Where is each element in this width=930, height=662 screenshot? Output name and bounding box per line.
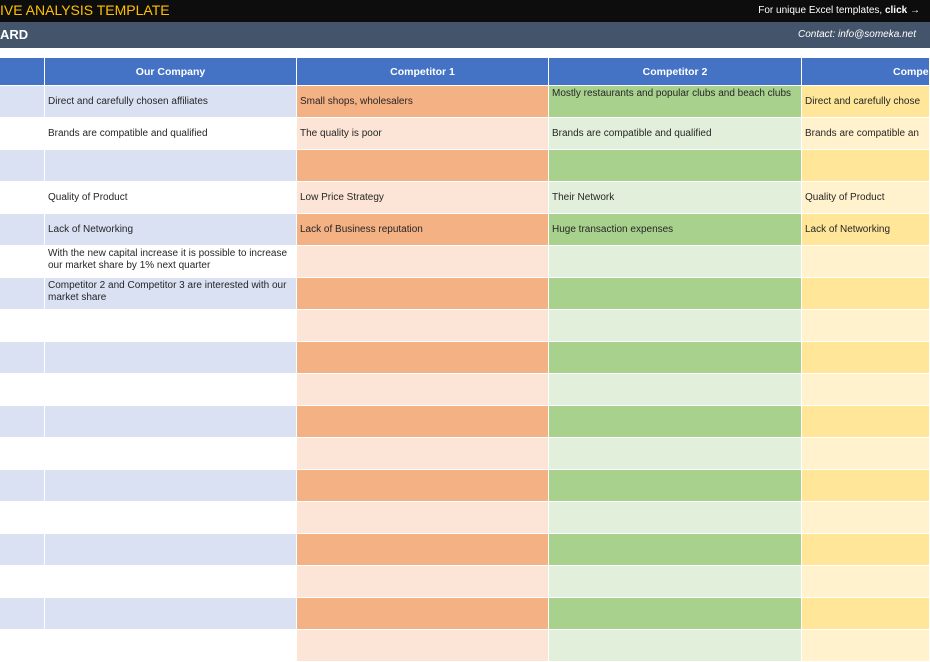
- cell-row-label[interactable]: [0, 214, 45, 246]
- cell-our-company[interactable]: [45, 534, 297, 566]
- cell-competitor-2[interactable]: Brands are compatible and qualified: [549, 118, 802, 150]
- cell-our-company[interactable]: Brands are compatible and qualified: [45, 118, 297, 150]
- contact-email[interactable]: Contact: info@someka.net: [798, 29, 916, 40]
- dashboard-label: ARD: [0, 27, 29, 42]
- cell-competitor-2[interactable]: [549, 310, 802, 342]
- header-cell-index[interactable]: [0, 58, 45, 86]
- cell-competitor-1[interactable]: [297, 566, 549, 598]
- cell-competitor-2[interactable]: [549, 438, 802, 470]
- cell-competitor-1[interactable]: [297, 630, 549, 662]
- cell-row-label[interactable]: [0, 598, 45, 630]
- table-row: [0, 598, 930, 630]
- cell-row-label[interactable]: [0, 470, 45, 502]
- cell-row-label[interactable]: [0, 182, 45, 214]
- cell-competitor-3[interactable]: [802, 566, 930, 598]
- cell-competitor-1[interactable]: [297, 406, 549, 438]
- spacer-row: [0, 48, 930, 58]
- table-row: [0, 502, 930, 534]
- cell-competitor-3[interactable]: [802, 534, 930, 566]
- cell-row-label[interactable]: [0, 374, 45, 406]
- table-row: [0, 470, 930, 502]
- cell-our-company[interactable]: Lack of Networking: [45, 214, 297, 246]
- table-row: [0, 214, 930, 246]
- cell-row-label[interactable]: [0, 406, 45, 438]
- cell-our-company[interactable]: Direct and carefully chosen affiliates: [45, 86, 297, 118]
- cell-competitor-1[interactable]: Small shops, wholesalers: [297, 86, 549, 118]
- cell-competitor-3[interactable]: Direct and carefully chose: [802, 86, 930, 118]
- cell-competitor-1[interactable]: [297, 278, 549, 310]
- cell-competitor-3[interactable]: [802, 246, 930, 278]
- cell-competitor-3[interactable]: [802, 406, 930, 438]
- cell-competitor-3[interactable]: [802, 310, 930, 342]
- cell-competitor-1[interactable]: Low Price Strategy: [297, 182, 549, 214]
- cell-row-label[interactable]: [0, 278, 45, 310]
- promo-text: For unique Excel templates,: [758, 5, 883, 16]
- title-bar: [0, 0, 930, 22]
- cell-our-company[interactable]: [45, 342, 297, 374]
- cell-competitor-2[interactable]: [549, 406, 802, 438]
- table-row: [0, 374, 930, 406]
- cell-our-company[interactable]: [45, 598, 297, 630]
- table-row: [0, 310, 930, 342]
- cell-our-company[interactable]: [45, 630, 297, 662]
- table-row: [0, 182, 930, 214]
- cell-competitor-2[interactable]: [549, 534, 802, 566]
- cell-competitor-1[interactable]: [297, 502, 549, 534]
- table-header-row: [0, 58, 930, 86]
- cell-competitor-3[interactable]: [802, 278, 930, 310]
- cell-row-label[interactable]: [0, 310, 45, 342]
- cell-competitor-1[interactable]: [297, 310, 549, 342]
- cell-competitor-3[interactable]: [802, 470, 930, 502]
- cell-competitor-1[interactable]: [297, 438, 549, 470]
- table-row: [0, 246, 930, 278]
- cell-competitor-2[interactable]: [549, 566, 802, 598]
- cell-competitor-2[interactable]: [549, 246, 802, 278]
- table-row: [0, 150, 930, 182]
- table-row: [0, 342, 930, 374]
- cell-our-company[interactable]: [45, 406, 297, 438]
- cell-row-label[interactable]: [0, 502, 45, 534]
- cell-our-company[interactable]: [45, 502, 297, 534]
- cell-our-company[interactable]: [45, 310, 297, 342]
- cell-competitor-1[interactable]: [297, 598, 549, 630]
- cell-competitor-1[interactable]: [297, 246, 549, 278]
- cell-competitor-3[interactable]: [802, 598, 930, 630]
- cell-row-label[interactable]: [0, 246, 45, 278]
- table-row: [0, 438, 930, 470]
- cell-competitor-3[interactable]: [802, 630, 930, 662]
- cell-row-label[interactable]: [0, 150, 45, 182]
- cell-competitor-3[interactable]: [802, 150, 930, 182]
- cell-competitor-2[interactable]: [549, 630, 802, 662]
- table-row: [0, 630, 930, 662]
- cell-competitor-3[interactable]: [802, 342, 930, 374]
- cell-row-label[interactable]: [0, 118, 45, 150]
- cell-competitor-1[interactable]: [297, 534, 549, 566]
- header-cell-our-company[interactable]: Our Company: [45, 58, 297, 86]
- table-row: [0, 534, 930, 566]
- cell-our-company[interactable]: Quality of Product: [45, 182, 297, 214]
- cell-competitor-3[interactable]: [802, 502, 930, 534]
- table-row: [0, 278, 930, 310]
- promo-click[interactable]: click →: [884, 5, 920, 16]
- cell-competitor-2[interactable]: Their Network: [549, 182, 802, 214]
- cell-competitor-1[interactable]: [297, 150, 549, 182]
- header-cell-competitor-2[interactable]: Competitor 2: [549, 58, 802, 86]
- cell-competitor-2[interactable]: [549, 598, 802, 630]
- cell-row-label[interactable]: [0, 566, 45, 598]
- cell-competitor-2[interactable]: [549, 374, 802, 406]
- table-row: [0, 406, 930, 438]
- cell-competitor-2[interactable]: Huge transaction expenses: [549, 214, 802, 246]
- cell-competitor-2[interactable]: [549, 502, 802, 534]
- cell-competitor-3[interactable]: Quality of Product: [802, 182, 930, 214]
- cell-competitor-3[interactable]: Lack of Networking: [802, 214, 930, 246]
- cell-our-company[interactable]: [45, 438, 297, 470]
- cell-our-company[interactable]: [45, 150, 297, 182]
- table-row: [0, 566, 930, 598]
- header-cell-competitor-1[interactable]: Competitor 1: [297, 58, 549, 86]
- cell-competitor-1[interactable]: [297, 342, 549, 374]
- cell-our-company[interactable]: [45, 374, 297, 406]
- cell-row-label[interactable]: [0, 630, 45, 662]
- cell-competitor-2[interactable]: [549, 342, 802, 374]
- promo-link[interactable]: [758, 5, 920, 16]
- cell-competitor-1[interactable]: [297, 374, 549, 406]
- cell-row-label[interactable]: [0, 86, 45, 118]
- template-title: IVE ANALYSIS TEMPLATE: [0, 2, 170, 18]
- table-row: [0, 118, 930, 150]
- cell-competitor-3[interactable]: [802, 374, 930, 406]
- table-row: [0, 86, 930, 118]
- cell-our-company[interactable]: With the new capital increase it is possible to increase our market share by 1% next quarter: [45, 246, 297, 278]
- cell-competitor-3[interactable]: Brands are compatible an: [802, 118, 930, 150]
- cell-competitor-2[interactable]: [549, 470, 802, 502]
- cell-competitor-2[interactable]: Mostly restaurants and popular clubs and beach clubs: [549, 86, 802, 118]
- cell-row-label[interactable]: [0, 342, 45, 374]
- cell-competitor-3[interactable]: [802, 438, 930, 470]
- cell-our-company[interactable]: [45, 470, 297, 502]
- header-cell-competitor-3[interactable]: Compe: [802, 58, 930, 86]
- cell-competitor-2[interactable]: [549, 278, 802, 310]
- cell-row-label[interactable]: [0, 534, 45, 566]
- cell-row-label[interactable]: [0, 438, 45, 470]
- cell-competitor-1[interactable]: [297, 470, 549, 502]
- cell-competitor-1[interactable]: Lack of Business reputation: [297, 214, 549, 246]
- cell-our-company[interactable]: [45, 566, 297, 598]
- cell-competitor-2[interactable]: [549, 150, 802, 182]
- cell-our-company[interactable]: Competitor 2 and Competitor 3 are interested with our market share: [45, 278, 297, 310]
- dashboard-bar: [0, 22, 930, 48]
- cell-competitor-1[interactable]: The quality is poor: [297, 118, 549, 150]
